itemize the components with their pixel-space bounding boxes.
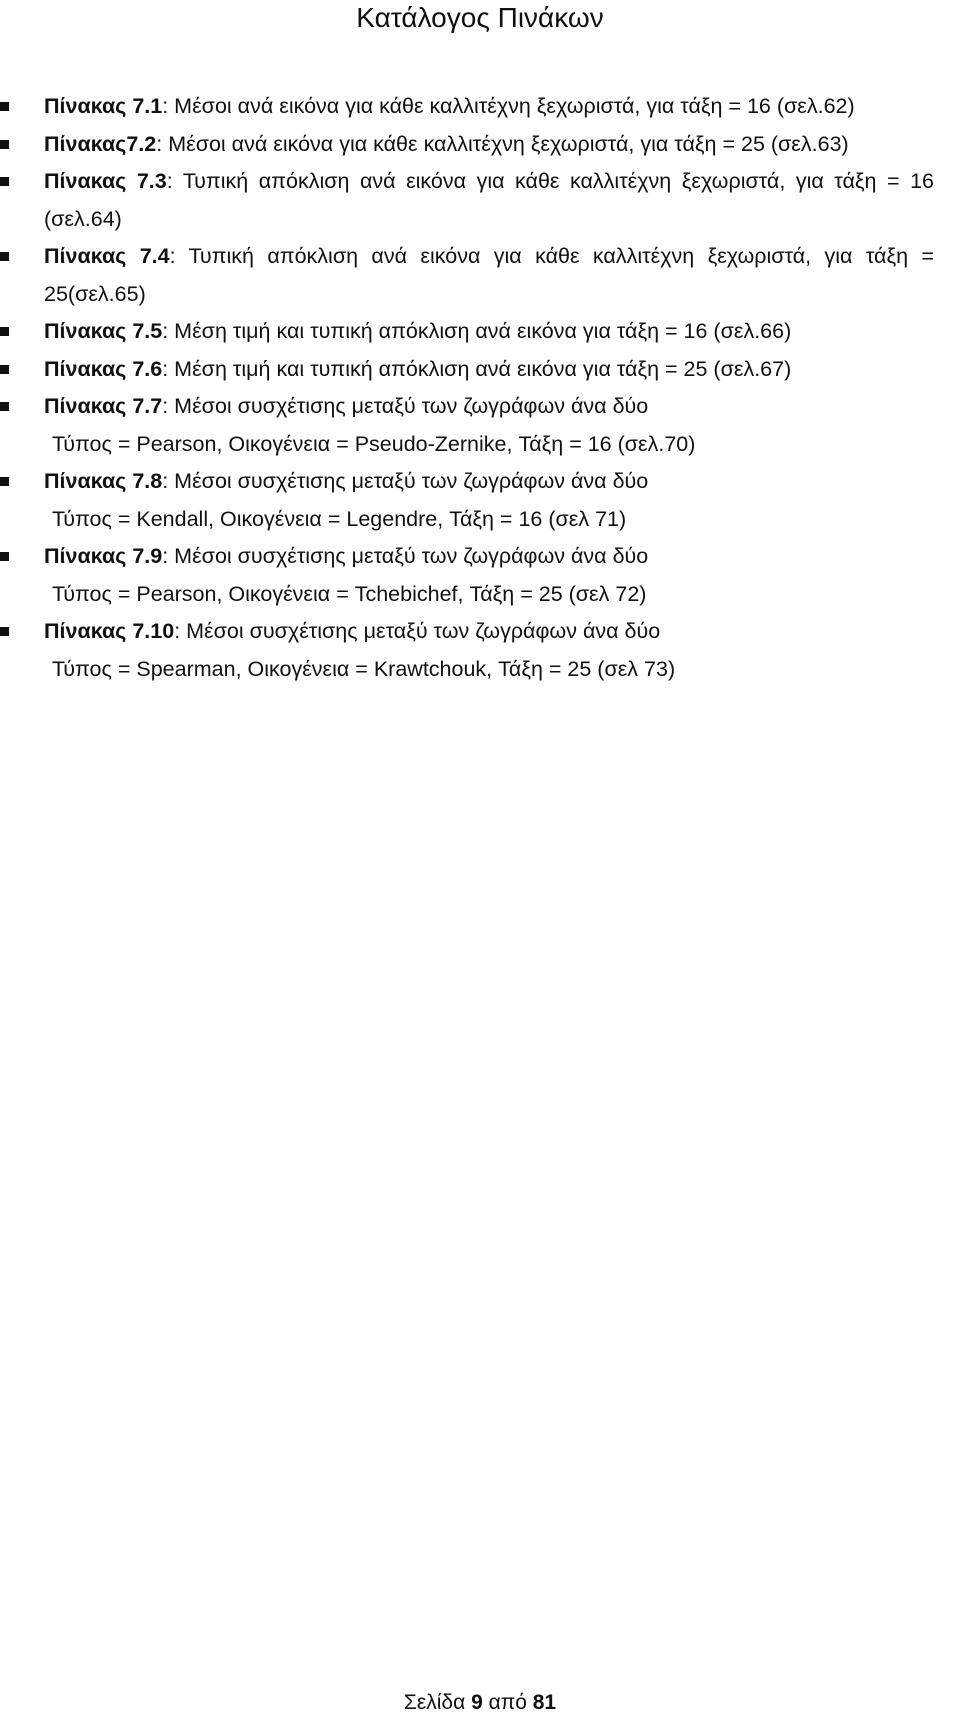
square-bullet-icon [0, 365, 9, 374]
table-label: Πίνακας 7. [44, 94, 151, 118]
table-caption: : Μέσοι συσχέτισης μεταξύ των ζωγράφων άνα δύο [162, 469, 649, 493]
table-label: Πίνακας 7. [44, 619, 151, 643]
table-caption: : Μέση τιμή και τυπική απόκλιση ανά εικόνα για τάξη = 25 (σελ.67) [162, 356, 792, 381]
list-item [0, 163, 960, 238]
square-bullet-icon [0, 102, 9, 111]
square-bullet-icon [0, 177, 9, 186]
table-caption: : Μέση τιμή και τυπική απόκλιση ανά εικόνα για τάξη = 16 (σελ.66) [162, 319, 792, 343]
table-number: 3 [154, 169, 167, 193]
square-bullet-icon [0, 627, 9, 636]
page-footer [0, 1690, 960, 1716]
table-caption: : Μέσοι συσχέτισης μεταξύ των ζωγράφων άνα δύο [174, 619, 661, 643]
table-caption: : Μέσοι ανά εικόνα για κάθε καλλιτέχνη ξεχωριστά, για τάξη = 16 (σελ.62) [162, 94, 855, 118]
table-label: Πίνακας 7. [44, 544, 151, 568]
table-number: 5 [150, 319, 163, 343]
list-item [0, 238, 960, 313]
table-label: Πίνακας 7. [44, 394, 151, 418]
square-bullet-icon [0, 477, 9, 486]
table-caption: : Μέσοι συσχέτισης μεταξύ των ζωγράφων άνα δύο [162, 544, 649, 568]
list-item [0, 538, 960, 613]
table-number: 7 [150, 394, 163, 418]
table-number: 2 [144, 131, 157, 156]
table-caption: : Μέσοι συσχέτισης μεταξύ των ζωγράφων άνα δύο [162, 394, 649, 418]
table-caption: : Τυπική απόκλιση ανά εικόνα για κάθε καλλιτέχνη ξεχωριστά, για τάξη = 16 (σελ.64) [44, 169, 934, 231]
table-number: 6 [150, 356, 163, 381]
current-page-number: 9 [471, 1691, 483, 1714]
table-parameters: Τύπος = Spearman, Οικογένεια = Krawtchouk, Τάξη = 25 (σελ 73) [52, 656, 676, 681]
table-label: Πίνακας 7. [44, 319, 151, 343]
table-of-tables-list [0, 88, 960, 688]
table-number: 10 [150, 619, 175, 643]
list-item [0, 313, 960, 351]
table-caption: : Μέσοι ανά εικόνα για κάθε καλλιτέχνη ξεχωριστά, για τάξη = 25 (σελ.63) [156, 131, 849, 156]
list-item [0, 613, 960, 688]
square-bullet-icon [0, 140, 9, 149]
table-parameters: Τύπος = Kendall, Οικογένεια = Legendre, Τάξη = 16 (σελ 71) [52, 506, 627, 531]
square-bullet-icon [0, 327, 9, 336]
table-number: 9 [150, 544, 163, 568]
square-bullet-icon [0, 402, 9, 411]
table-number: 1 [150, 94, 163, 118]
table-label: Πίνακας 7. [44, 244, 158, 268]
page-title: Κατάλογος Πινάκων [356, 2, 604, 33]
total-page-count: 81 [532, 1691, 557, 1714]
table-parameters: Τύπος = Pearson, Οικογένεια = Pseudo-Zernike, Τάξη = 16 (σελ.70) [52, 431, 696, 456]
footer-prefix: Σελίδα [403, 1691, 472, 1714]
list-item [0, 88, 960, 126]
table-label: Πίνακας 7. [44, 469, 151, 493]
footer-middle: από [482, 1691, 533, 1714]
table-label: Πίνακας 7. [44, 169, 155, 193]
table-number: 4 [157, 244, 170, 268]
list-item [0, 126, 960, 164]
list-item [0, 388, 960, 463]
table-parameters: Τύπος = Pearson, Οικογένεια = Tchebichef, Τάξη = 25 (σελ 72) [52, 581, 647, 606]
square-bullet-icon [0, 252, 9, 261]
square-bullet-icon [0, 552, 9, 561]
list-item [0, 463, 960, 538]
list-item [0, 351, 960, 389]
table-label: Πίνακας 7. [44, 356, 151, 381]
table-number: 8 [150, 469, 163, 493]
table-caption: : Τυπική απόκλιση ανά εικόνα για κάθε καλλιτέχνη ξεχωριστά, για τάξη = 25(σελ.65) [44, 244, 934, 306]
table-label: Πίνακας7. [44, 131, 145, 156]
